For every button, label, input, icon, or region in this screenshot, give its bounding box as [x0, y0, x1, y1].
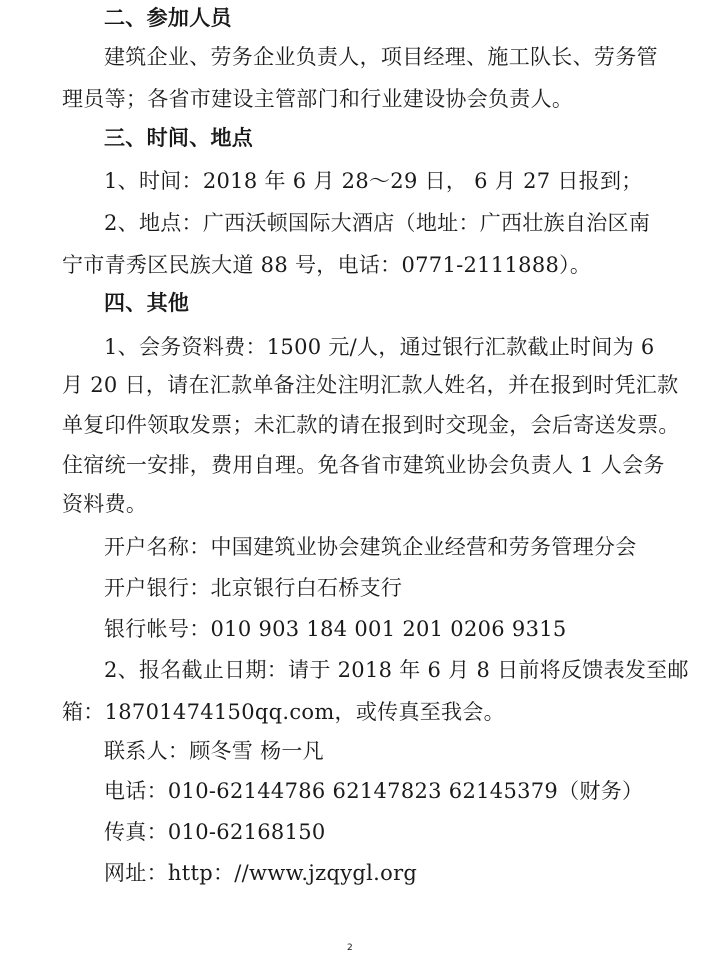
participants-text-line1: 建筑企业、劳务企业负责人，项目经理、施工队长、劳务管 — [104, 45, 658, 69]
section-heading-participants: 二、参加人员 — [104, 6, 232, 30]
fee-text-line5: 资料费。 — [62, 492, 148, 516]
account-bank: 开户银行：北京银行白石桥支行 — [104, 576, 403, 600]
phone-numbers: 电话：010-62144786 62147823 62145379（财务） — [104, 779, 644, 803]
section-heading-other: 四、其他 — [104, 291, 190, 315]
time-text: 1、时间：2018 年 6 月 28～29 日， 6 月 27 日报到； — [104, 169, 643, 193]
fee-text-line1: 1、会务资料费：1500 元/人，通过银行汇款截止时间为 6 — [104, 335, 655, 359]
deadline-text-line1: 2、报名截止日期：请于 2018 年 6 月 8 日前将反馈表发至邮 — [104, 658, 689, 682]
section-heading-time-place: 三、时间、地点 — [104, 126, 254, 150]
account-number: 银行帐号：010 903 184 001 201 0206 9315 — [104, 617, 567, 641]
account-name: 开户名称：中国建筑业协会建筑企业经营和劳务管理分会 — [104, 535, 637, 559]
fee-text-line4: 住宿统一安排，费用自理。免各省市建筑业协会负责人 1 人会务 — [62, 453, 665, 477]
fax-number: 传真：010-62168150 — [104, 820, 326, 844]
fee-text-line2: 月 20 日，请在汇款单备注处注明汇款人姓名，并在报到时凭汇款 — [62, 373, 679, 397]
contact-persons: 联系人：顾冬雪 杨一凡 — [104, 739, 324, 763]
place-text-line1: 2、地点：广西沃顿国际大酒店（地址：广西壮族自治区南 — [104, 211, 651, 235]
place-text-line2: 宁市青秀区民族大道 88 号，电话：0771-2111888）。 — [62, 253, 592, 277]
deadline-text-line2: 箱：18701474150qq.com，或传真至我会。 — [62, 700, 505, 724]
fee-text-line3: 单复印件领取发票；未汇款的请在报到时交现金，会后寄送发票。 — [62, 413, 680, 437]
participants-text-line2: 理员等；各省市建设主管部门和行业建设协会负责人。 — [62, 87, 574, 111]
page-number: 2 — [347, 943, 353, 953]
website-address: 网址：http：//www.jzqygl.org — [104, 861, 418, 885]
